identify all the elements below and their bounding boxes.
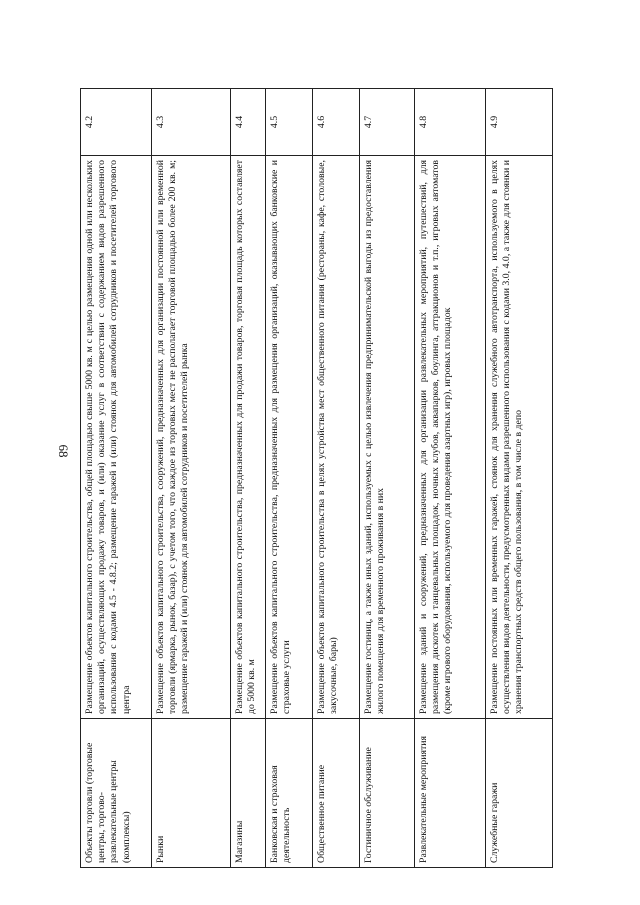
use-type-code: 4.9: [486, 89, 553, 156]
table-row: [152, 89, 231, 868]
land-use-table: [80, 88, 553, 868]
use-type-code: 4.4: [231, 89, 266, 156]
rotated-table-container: [80, 88, 570, 868]
table-row: [231, 89, 266, 868]
use-type-name: Банковская и страховая деятельность: [266, 719, 313, 868]
use-type-name: Гостиничное обслуживание: [360, 719, 415, 868]
use-type-code: 4.2: [81, 89, 152, 156]
use-type-name: Рынки: [152, 719, 231, 868]
use-type-description: Размещение зданий и сооружений, предназначенных для организации развлекательных мероприятий, путешествий, для размещения дискотек и танцевальных площадок, ночных клубов, аквапарков, боулинга, аттракционов и т.п., игровых автоматов (кроме игрового оборудования, используемого для проведения азартных игр), игровых площадок: [415, 156, 486, 719]
use-type-code: 4.3: [152, 89, 231, 156]
use-type-description: Размещение объектов капитального строительства, общей площадью свыше 5000 кв. м с целью размещения одной или нескольких организаций, осуществляющих продажу товаров, и (или) оказание услуг в соответствии с содержанием видов разрешенного использования с кодами 4.5 - 4.8.2; размещение гаражей и (или) стоянок для автомобилей сотрудников и посетителей торгового центра: [81, 156, 152, 719]
table-row: [266, 89, 313, 868]
use-type-name: Объекты торговли (торговые центры, торгово-развлекательные центры (комплексы): [81, 719, 152, 868]
use-type-description: Размещение объектов капитального строительства в целях устройства мест общественного питания (рестораны, кафе, столовые, закусочные, бары): [313, 156, 360, 719]
table-row: [486, 89, 553, 868]
use-type-name: Служебные гаражи: [486, 719, 553, 868]
use-type-name: Общественное питание: [313, 719, 360, 868]
use-type-description: Размещение объектов капитального строительства, сооружений, предназначенных для организации постоянной или временной торговли (ярмарка, рынок, базар), с учетом того, что каждое из торговых мест не располагает торговой площадью более 200 кв. м; размещение гаражей и (или) стоянок для автомобилей сотрудников и посетителей рынка: [152, 156, 231, 719]
use-type-code: 4.5: [266, 89, 313, 156]
use-type-description: Размещение объектов капитального строительства, предназначенных для продажи товаров, торговая площадь которых составляет до 5000 кв. м: [231, 156, 266, 719]
table-row: [81, 89, 152, 868]
use-type-name: Развлекательные мероприятия: [415, 719, 486, 868]
use-type-code: 4.7: [360, 89, 415, 156]
use-type-code: 4.8: [415, 89, 486, 156]
use-type-description: Размещение гостиниц, а также иных зданий, используемых с целью извлечения предпринимательской выгоды из предоставления жилого помещения для временного проживания в них: [360, 156, 415, 719]
table-row: [360, 89, 415, 868]
table-row: [415, 89, 486, 868]
use-type-description: Размещение постоянных или временных гаражей, стоянок для хранения служебного автотранспорта, используемого в целях осуществления видов деятельности, предусмотренных видами разрешенного использования с кодами 3.0, 4.0, а также для стоянки и хранения транспортных средств общего пользования, в том числе в депо: [486, 156, 553, 719]
page-number: 68: [56, 444, 71, 458]
use-type-description: Размещение объектов капитального строительства, предназначенных для размещения организаций, оказывающих банковские и страховые услуги: [266, 156, 313, 719]
use-type-code: 4.6: [313, 89, 360, 156]
use-type-name: Магазины: [231, 719, 266, 868]
table-row: [313, 89, 360, 868]
